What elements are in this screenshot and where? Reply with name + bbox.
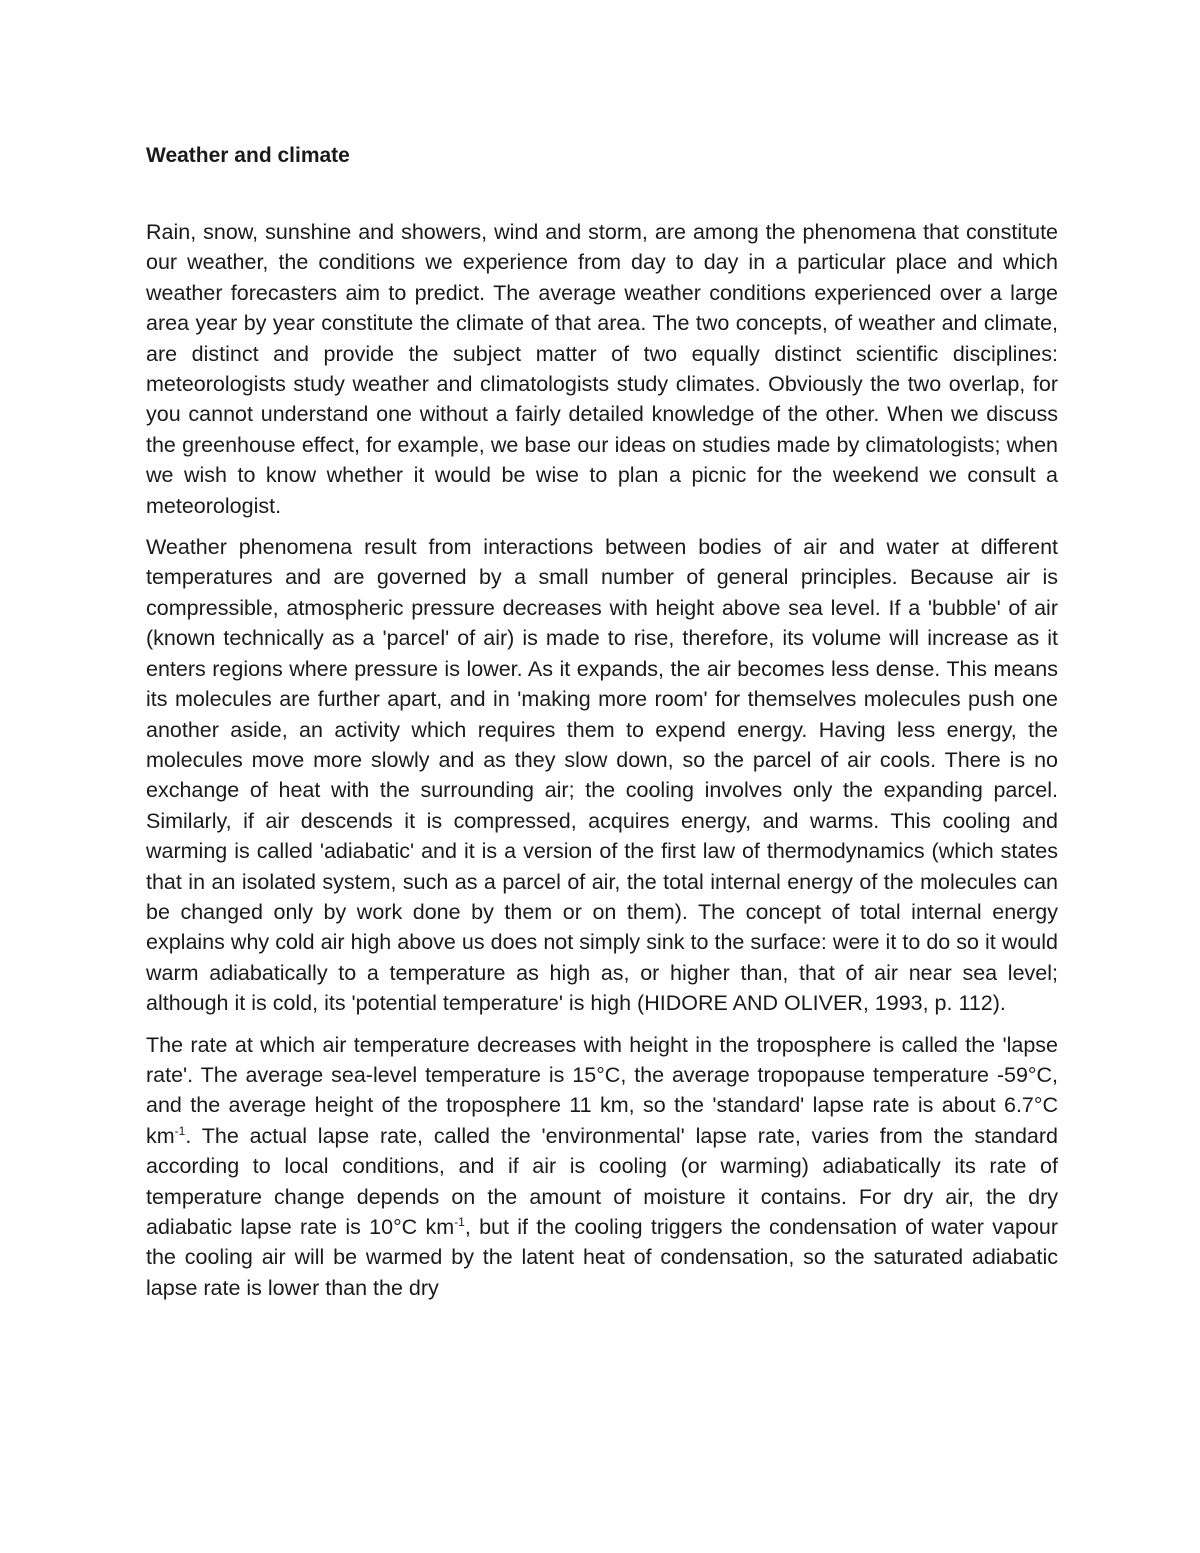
superscript-exponent: -1 <box>174 1123 186 1138</box>
paragraph-weather-climate-definition <box>146 217 1058 521</box>
paragraph-text: . The actual lapse rate, called the 'environmental' lapse rate, varies from the standard according to local conditions, and if air is cooling (or warming) adiabatically its rate of temperature change depends on the amount of moisture it contains. For dry air, the dry adiabatic lapse rate is 10°C km <box>146 1123 1058 1239</box>
paragraph-text: Weather phenomena result from interactions between bodies of air and water at different temperatures and are governed by a small number of general principles. Because air is compressible, atmospheric pressure decreases with height above sea level. If a 'bubble' of air (known technically as a 'parcel' of air) is made to rise, therefore, its volume will increase as it enters regions where pressure is lower. As it expands, the air becomes less dense. This means its molecules are further apart, and in 'making more room' for themselves molecules push one another aside, an activity which requires them to expend energy. Having less energy, the molecules move more slowly and as they slow down, so the parcel of air cools. There is no exchange of heat with the surrounding air; the cooling involves only the expanding parcel. Similarly, if air descends it is compressed, acquires energy, and warms. This cooling and warming is called 'adiabatic' and it is a version of the first law of thermodynamics (which states that in an isolated system, such as a parcel of air, the total internal energy of the molecules can be changed only by work done by them or on them). The concept of total internal energy explains why cold air high above us does not simply sink to the surface: were it to do so it would warm adiabatically to a temperature as high as, or higher than, that of air near sea level; although it is cold, its 'potential temperature' is high (HIDORE AND OLIVER, 1993, p. 112). <box>146 535 1058 1016</box>
document-title: Weather and climate <box>146 144 350 167</box>
paragraph-text: , but if the cooling triggers the condensation of water vapour the cooling air will be warmed by the latent heat of condensation, so the saturated adiabatic lapse rate is lower than the dry <box>146 1215 1058 1300</box>
paragraph-text: The rate at which air temperature decreases with height in the troposphere is called the 'lapse rate'. The average sea-level temperature is 15°C, the average tropopause temperature -59°C, and the average height of the troposphere 11 km, so the 'standard' lapse rate is about 6.7°C km <box>146 1032 1058 1148</box>
document-body <box>146 139 1058 1314</box>
superscript-exponent: -1 <box>454 1214 465 1229</box>
paragraph-text: Rain, snow, sunshine and showers, wind and storm, are among the phenomena that constitute our weather, the conditions we experience from day to day in a particular place and which weather forecasters aim to predict. The average weather conditions experienced over a large area year by year constitute the climate of that area. The two concepts, of weather and climate, are distinct and provide the subject matter of two equally distinct scientific disciplines: meteorologists study weather and climatologists study climates. Obviously the two overlap, for you cannot understand one without a fairly detailed knowledge of the other. When we discuss the greenhouse effect, for example, we base our ideas on studies made by climatologists; when we wish to know whether it would be wise to plan a picnic for the weekend we consult a meteorologist. <box>146 220 1058 518</box>
paragraph-lapse-rate <box>146 1030 1058 1304</box>
paragraph-adiabatic-principles <box>146 532 1058 1019</box>
